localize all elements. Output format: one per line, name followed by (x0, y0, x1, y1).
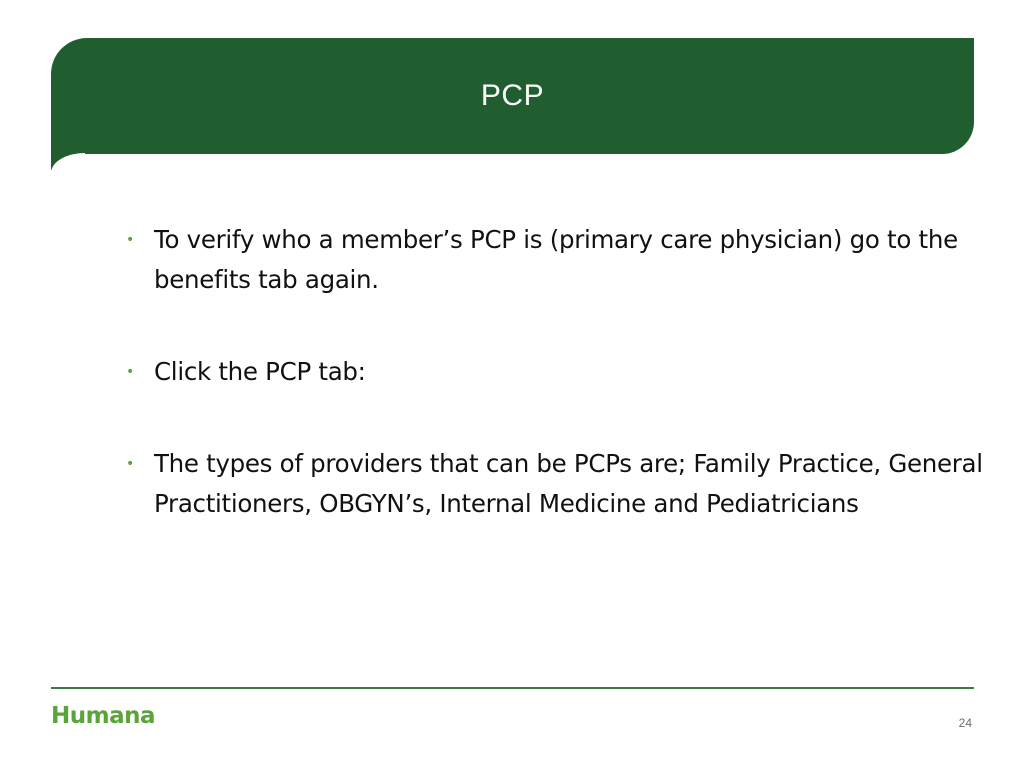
bullet-dot-icon: • (126, 456, 134, 472)
bullet-text: The types of providers that can be PCPs are; Family Practice, General Practitioners, OBGYN’s, Internal Medicine and Pediatricians (154, 449, 983, 518)
bullet-text: Click the PCP tab: (154, 357, 366, 386)
bullet-item (126, 444, 986, 524)
bullet-list (126, 220, 986, 576)
bullet-item (126, 220, 986, 300)
bullet-dot-icon: • (126, 364, 134, 380)
bullet-text: To verify who a member’s PCP is (primary care physician) go to the benefits tab again. (154, 225, 958, 294)
bullet-dot-icon: • (126, 232, 134, 248)
slide-title: PCP (480, 79, 545, 112)
footer-divider (51, 687, 974, 689)
humana-logo: Humana (51, 703, 156, 729)
bullet-item (126, 352, 986, 392)
page-number: 24 (958, 716, 972, 730)
